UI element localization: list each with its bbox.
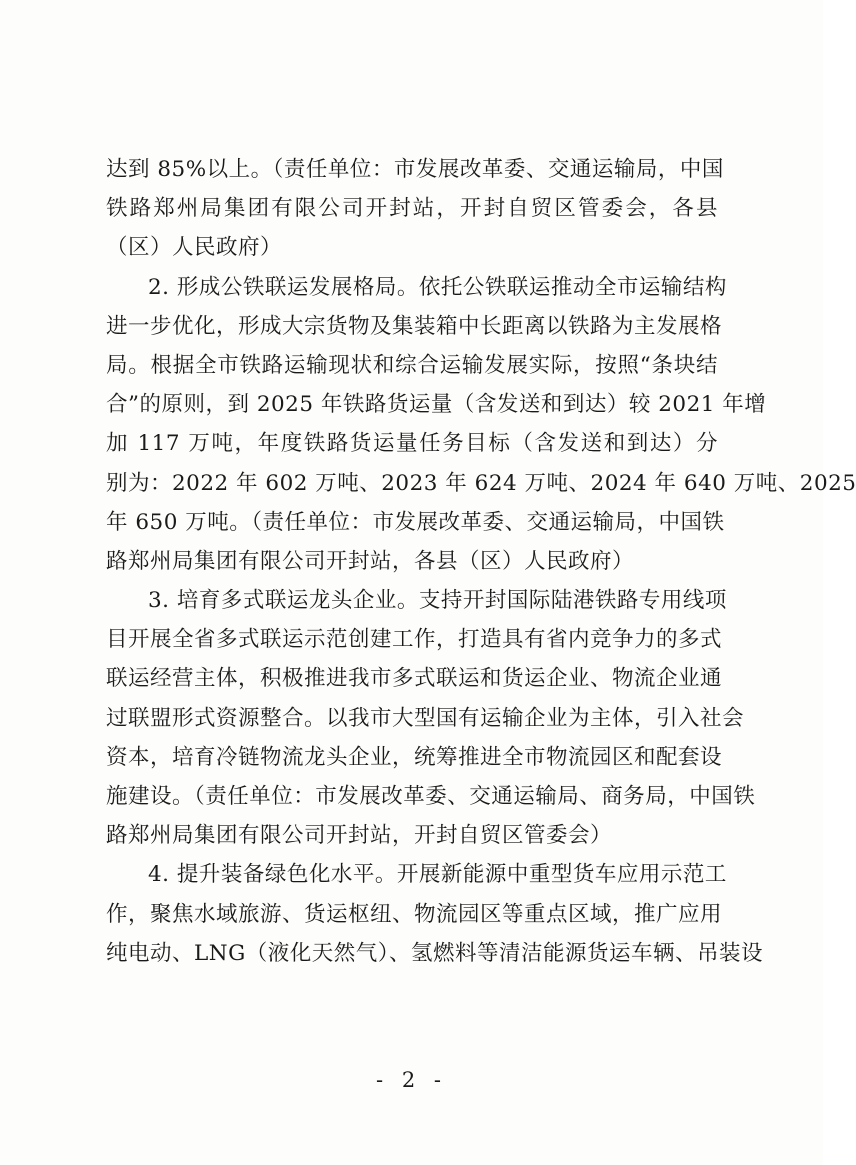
text-line: 进一步优化，形成大宗货物及集装箱中长距离以铁路为主发展格 xyxy=(106,313,723,339)
text-line: 别为：2022 年 602 万吨、2023 年 624 万吨、2024 年 640 万吨、2025 xyxy=(106,470,856,496)
text-line: 达到 85%以上。（责任单位：市发展改革委、交通运输局，中国 xyxy=(106,157,724,182)
body-text xyxy=(106,150,856,973)
text-line: 路郑州局集团有限公司开封站，开封自贸区管委会） xyxy=(106,823,613,849)
text-line: 合”的原则，到 2025 年铁路货运量（含发送和到达）较 2021 年增 xyxy=(106,392,767,418)
text-line: 年 650 万吨。（责任单位：市发展改革委、交通运输局，中国铁 xyxy=(106,509,725,535)
text-line: 局。根据全市铁路运输现状和综合运输发展实际，按照“条块结 xyxy=(106,352,718,378)
text-line: 纯电动、LNG（液化天然气）、氢燃料等清洁能源货运车辆、吊装设 xyxy=(106,940,764,966)
text-line: 作，聚焦水域旅游、货运枢纽、物流园区等重点区域，推广应用 xyxy=(106,901,723,927)
text-line: 3. 培育多式联运龙头企业。支持开封国际陆港铁路专用线项 xyxy=(148,588,727,614)
text-line: 铁路郑州局集团有限公司开封站，开封自贸区管委会，各县 xyxy=(106,196,718,222)
text-line: 资本，培育冷链物流龙头企业，统筹推进全市物流园区和配套设 xyxy=(106,744,723,770)
text-line: 施建设。（责任单位：市发展改革委、交通运输局、商务局，中国铁 xyxy=(106,784,756,809)
text-line: 加 117 万吨，年度铁路货运量任务目标（含发送和到达）分 xyxy=(106,431,718,457)
text-line: 路郑州局集团有限公司开封站，各县（区）人民政府） xyxy=(106,548,635,574)
text-line: 过联盟形式资源整合。以我市大型国有运输企业为主体，引入社会 xyxy=(106,705,745,731)
text-line: 联运经营主体，积极推进我市多式联运和货运企业、物流企业通 xyxy=(106,666,723,692)
text-line: （区）人民政府） xyxy=(106,235,283,261)
text-line: 4. 提升装备绿色化水平。开展新能源中重型货车应用示范工 xyxy=(148,862,727,888)
text-line: 目开展全省多式联运示范创建工作，打造具有省内竞争力的多式 xyxy=(106,627,723,653)
page-number: - 2 - xyxy=(376,1068,447,1092)
text-line: 2. 形成公铁联运发展格局。依托公铁联运推动全市运输结构 xyxy=(148,274,727,300)
